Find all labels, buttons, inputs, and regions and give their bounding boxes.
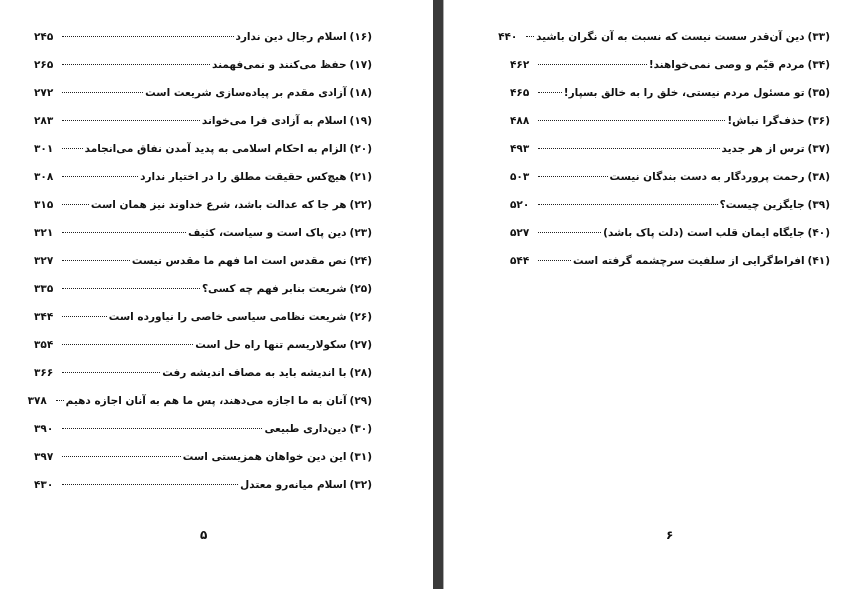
dot-leader [62, 120, 200, 121]
entry-number: (۳۹) [807, 199, 830, 211]
entry-title: رحمت پروردگار به دست بندگان نیست [609, 171, 805, 183]
entry-number: (۲۹) [349, 395, 372, 407]
entry-page-number: ۳۵۴ [34, 339, 54, 351]
entry-title: جایگاه ایمان قلب است (دلت پاک باشد) [603, 227, 805, 239]
dot-leader [62, 92, 143, 93]
entry-number: (۴۰) [807, 227, 830, 239]
dot-leader [62, 288, 200, 289]
dot-leader [538, 260, 571, 261]
entry-page-number: ۲۶۵ [34, 59, 54, 71]
entry-title: هیچ‌کس حقیقت مطلق را در اختیار ندارد [140, 171, 347, 183]
entry-page-number: ۴۳۰ [34, 479, 54, 491]
toc-entry [510, 139, 830, 167]
entry-page-number: ۳۲۱ [34, 227, 54, 239]
dot-leader [538, 120, 725, 121]
entry-title: سکولاریسم تنها راه حل است [195, 339, 347, 351]
toc-entry [510, 83, 830, 111]
entry-number: (۲۲) [349, 199, 372, 211]
dot-leader [62, 204, 89, 205]
toc-entry [34, 139, 372, 167]
toc-entry [34, 475, 372, 503]
entry-title: آنان به ما اجازه می‌دهند، پس ما هم به آنان اجازه دهیم [65, 395, 347, 407]
toc-entry [34, 27, 372, 55]
entry-number: (۲۵) [349, 283, 372, 295]
dot-leader [62, 148, 83, 149]
entry-title: ترس از هر جدید [721, 143, 805, 155]
toc-entry [34, 195, 372, 223]
dot-leader [538, 148, 720, 149]
dot-leader [56, 400, 64, 401]
entry-page-number: ۴۸۸ [510, 115, 530, 127]
entry-number: (۲۷) [349, 339, 372, 351]
dot-leader [62, 484, 238, 485]
entry-page-number: ۲۷۲ [34, 87, 54, 99]
entry-number: (۳۵) [807, 87, 830, 99]
dot-leader [538, 92, 562, 93]
entry-title: مردم قیّم و وصی نمی‌خواهند! [648, 59, 805, 71]
entry-title: دین آن‌قدر سست نیست که نسبت به آن نگران باشید [536, 31, 805, 43]
entry-number: (۱۷) [349, 59, 372, 71]
entry-number: (۳۱) [349, 451, 372, 463]
entry-number: (۲۳) [349, 227, 372, 239]
entry-title: نص مقدس است اما فهم ما مقدس نیست [131, 255, 347, 267]
toc-entry [498, 27, 830, 55]
entry-number: (۳۳) [807, 31, 830, 43]
toc-entry [34, 223, 372, 251]
entry-title: آزادی مقدم بر پیاده‌سازی شریعت است [145, 87, 347, 99]
right-page [444, 0, 861, 589]
entry-number: (۲۱) [349, 171, 372, 183]
entry-page-number: ۴۴۰ [498, 31, 518, 43]
entry-page-number: ۵۲۷ [510, 227, 530, 239]
entry-page-number: ۲۸۳ [34, 115, 54, 127]
entry-title: هر جا که عدالت باشد، شرع خداوند نیز همان است [90, 199, 347, 211]
toc-entry [34, 419, 372, 447]
dot-leader [62, 344, 193, 345]
entry-title: افراط‌گرایی از سلفیت سرچشمه گرفته است [573, 255, 805, 267]
entry-page-number: ۴۹۳ [510, 143, 530, 155]
entry-title: اسلام به آزادی فرا می‌خواند [201, 115, 347, 127]
toc-entry [34, 447, 372, 475]
entry-page-number: ۳۱۵ [34, 199, 54, 211]
entry-title: اسلام رجال دین ندارد [235, 31, 347, 43]
entry-title: دین‌داری طبیعی [264, 423, 347, 435]
entry-title: شریعت نظامی سیاسی خاصی را نیاورده است [108, 311, 347, 323]
dot-leader [538, 232, 601, 233]
entry-page-number: ۵۰۳ [510, 171, 530, 183]
entry-title: تو مسئول مردم نیستی، خلق را به خالق بسپار! [563, 87, 805, 99]
entry-page-number: ۳۰۱ [34, 143, 54, 155]
dot-leader [62, 372, 160, 373]
entry-page-number: ۳۰۸ [34, 171, 54, 183]
entry-number: (۲۴) [349, 255, 372, 267]
toc-entry [34, 55, 372, 83]
dot-leader [62, 64, 210, 65]
toc-entry [27, 391, 372, 419]
table-of-contents-left [27, 27, 372, 503]
toc-entry [510, 223, 830, 251]
toc-entry [510, 167, 830, 195]
dot-leader [538, 64, 647, 65]
toc-entry [34, 167, 372, 195]
entry-page-number: ۲۴۵ [34, 31, 54, 43]
entry-page-number: ۴۶۵ [510, 87, 530, 99]
entry-title: با اندیشه باید به مصاف اندیشه رفت [162, 367, 347, 379]
entry-title: این دین خواهان همزیستی است [182, 451, 347, 463]
entry-number: (۳۴) [807, 59, 830, 71]
entry-number: (۳۸) [807, 171, 830, 183]
table-of-contents-right [498, 27, 830, 279]
toc-entry [34, 111, 372, 139]
page-number-left: ۵ [200, 528, 208, 542]
dot-leader [62, 36, 234, 37]
toc-entry [510, 251, 830, 279]
toc-entry [510, 111, 830, 139]
toc-entry [510, 55, 830, 83]
entry-number: (۳۷) [807, 143, 830, 155]
toc-entry [34, 307, 372, 335]
entry-page-number: ۳۶۶ [34, 367, 54, 379]
page-number-right: ۶ [666, 528, 674, 542]
entry-title: اسلام میانه‌رو معتدل [240, 479, 347, 491]
book-spine [433, 0, 443, 589]
entry-title: جایگزین چیست؟ [719, 199, 805, 211]
dot-leader [538, 176, 608, 177]
entry-number: (۲۶) [349, 311, 372, 323]
dot-leader [538, 204, 718, 205]
entry-page-number: ۳۲۷ [34, 255, 54, 267]
dot-leader [526, 36, 534, 37]
entry-number: (۱۸) [349, 87, 372, 99]
entry-title: حذف‌گرا نباش! [727, 115, 805, 127]
entry-page-number: ۳۳۵ [34, 283, 54, 295]
entry-number: (۱۶) [349, 31, 372, 43]
entry-number: (۳۶) [807, 115, 830, 127]
entry-page-number: ۳۹۷ [34, 451, 54, 463]
entry-title: شریعت بنابر فهم چه کسی؟ [201, 283, 347, 295]
entry-number: (۲۸) [349, 367, 372, 379]
entry-page-number: ۳۴۴ [34, 311, 54, 323]
toc-entry [34, 279, 372, 307]
dot-leader [62, 456, 181, 457]
dot-leader [62, 260, 130, 261]
entry-page-number: ۵۴۴ [510, 255, 530, 267]
entry-title: حفظ می‌کنند و نمی‌فهمند [212, 59, 347, 71]
entry-page-number: ۵۲۰ [510, 199, 530, 211]
entry-page-number: ۴۶۲ [510, 59, 530, 71]
dot-leader [62, 176, 138, 177]
entry-number: (۲۰) [349, 143, 372, 155]
entry-number: (۳۰) [349, 423, 372, 435]
entry-number: (۴۱) [807, 255, 830, 267]
dot-leader [62, 232, 186, 233]
entry-title: الزام به احکام اسلامی به پدید آمدن نفاق می‌انجامد [84, 143, 347, 155]
toc-entry [34, 335, 372, 363]
dot-leader [62, 428, 262, 429]
entry-number: (۱۹) [349, 115, 372, 127]
toc-entry [510, 195, 830, 223]
entry-title: دین پاک است و سیاست، کثیف [188, 227, 347, 239]
toc-entry [34, 363, 372, 391]
toc-entry [34, 251, 372, 279]
entry-page-number: ۳۷۸ [27, 395, 47, 407]
entry-number: (۳۲) [349, 479, 372, 491]
dot-leader [62, 316, 107, 317]
toc-entry [34, 83, 372, 111]
entry-page-number: ۳۹۰ [34, 423, 54, 435]
